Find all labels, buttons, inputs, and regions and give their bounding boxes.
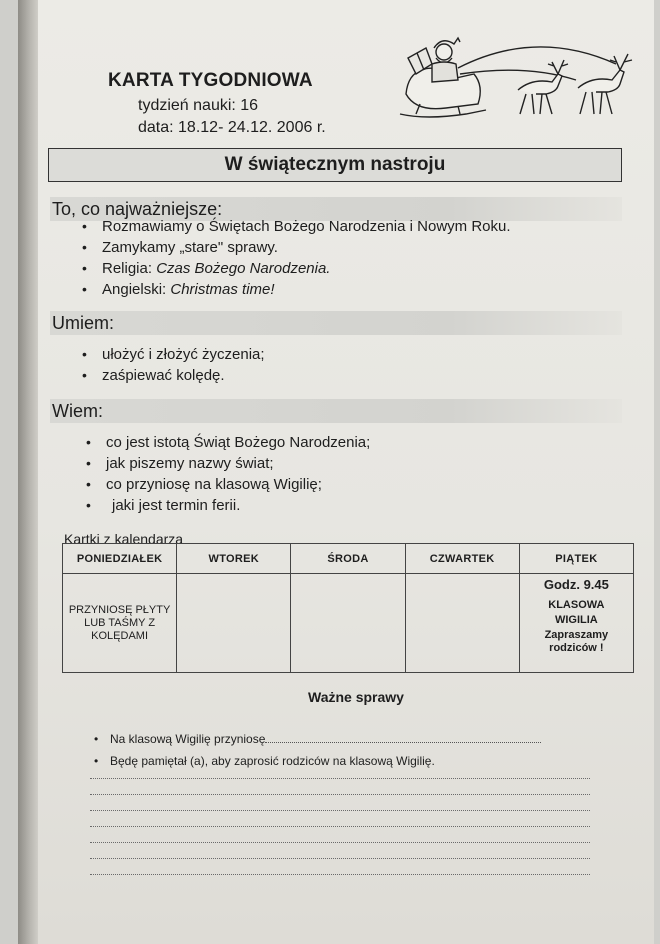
thursday-cell bbox=[405, 574, 519, 673]
list-item: • jaki jest termin ferii. bbox=[82, 495, 370, 516]
list-item: • ułożyć i złożyć życzenia; bbox=[78, 344, 265, 365]
writing-line bbox=[90, 874, 590, 875]
day-header: PONIEDZIAŁEK bbox=[63, 544, 177, 574]
monday-cell: PRZYNIOSĘ PŁYTY LUB TAŚMY Z KOLĘDAMI bbox=[63, 574, 177, 673]
day-header: PIĄTEK bbox=[519, 544, 633, 574]
know-list bbox=[82, 432, 370, 516]
important-title: Ważne sprawy bbox=[308, 689, 404, 705]
tuesday-cell bbox=[177, 574, 291, 673]
main-points-list bbox=[78, 216, 511, 300]
list-item: • Angielski: Christmas time! bbox=[78, 279, 511, 300]
list-item: • zaśpiewać kolędę. bbox=[78, 365, 265, 386]
worksheet-page bbox=[18, 0, 654, 944]
binding-spine bbox=[18, 0, 38, 944]
writing-line bbox=[90, 778, 590, 779]
list-item: • co jest istotą Świąt Bożego Narodzenia; bbox=[82, 432, 370, 453]
wednesday-cell bbox=[291, 574, 405, 673]
writing-line bbox=[90, 842, 590, 843]
school-week: tydzień nauki: 16 bbox=[138, 97, 259, 114]
list-item: • Religia: Czas Bożego Narodzenia. bbox=[78, 258, 511, 279]
section-can-header: Umiem: bbox=[50, 311, 622, 335]
writing-line bbox=[90, 826, 590, 827]
list-item: • Zamykamy „stare" sprawy. bbox=[78, 237, 511, 258]
list-item: • jak piszemy nazwy świat; bbox=[82, 453, 370, 474]
day-header: WTOREK bbox=[177, 544, 291, 574]
calendar-table bbox=[62, 543, 634, 673]
day-header: ŚRODA bbox=[291, 544, 405, 574]
event-time: Godz. 9.45 bbox=[543, 577, 609, 592]
topic-title: W świątecznym nastroju bbox=[224, 154, 446, 175]
santa-sleigh-illustration bbox=[386, 34, 648, 120]
list-item: • Rozmawiamy o Świętach Bożego Narodzenia i Nowym Roku. bbox=[78, 216, 511, 237]
can-list bbox=[78, 344, 265, 386]
friday-cell: Godz. 9.45 KLASOWA WIGILIA Zapraszamy rodziców ! bbox=[519, 574, 633, 673]
task-item: • Będę pamiętał (a), aby zaprosić rodziców na klasową Wigilię. bbox=[110, 754, 435, 768]
card-title: KARTA TYGODNIOWA bbox=[108, 70, 313, 91]
task-item: • Na klasową Wigilię przyniosę bbox=[110, 732, 541, 746]
topic-banner bbox=[48, 148, 622, 182]
section-know-header: Wiem: bbox=[50, 399, 622, 423]
writing-line bbox=[90, 794, 590, 795]
writing-line bbox=[90, 810, 590, 811]
date-range: data: 18.12- 24.12. 2006 r. bbox=[138, 119, 326, 136]
writing-line bbox=[90, 858, 590, 859]
section-main-header: To, co najważniejsze: bbox=[50, 197, 622, 221]
calendar-title: Kartki z kalendarza bbox=[64, 531, 184, 547]
list-item: • co przyniosę na klasową Wigilię; bbox=[82, 474, 370, 495]
day-header: CZWARTEK bbox=[405, 544, 519, 574]
